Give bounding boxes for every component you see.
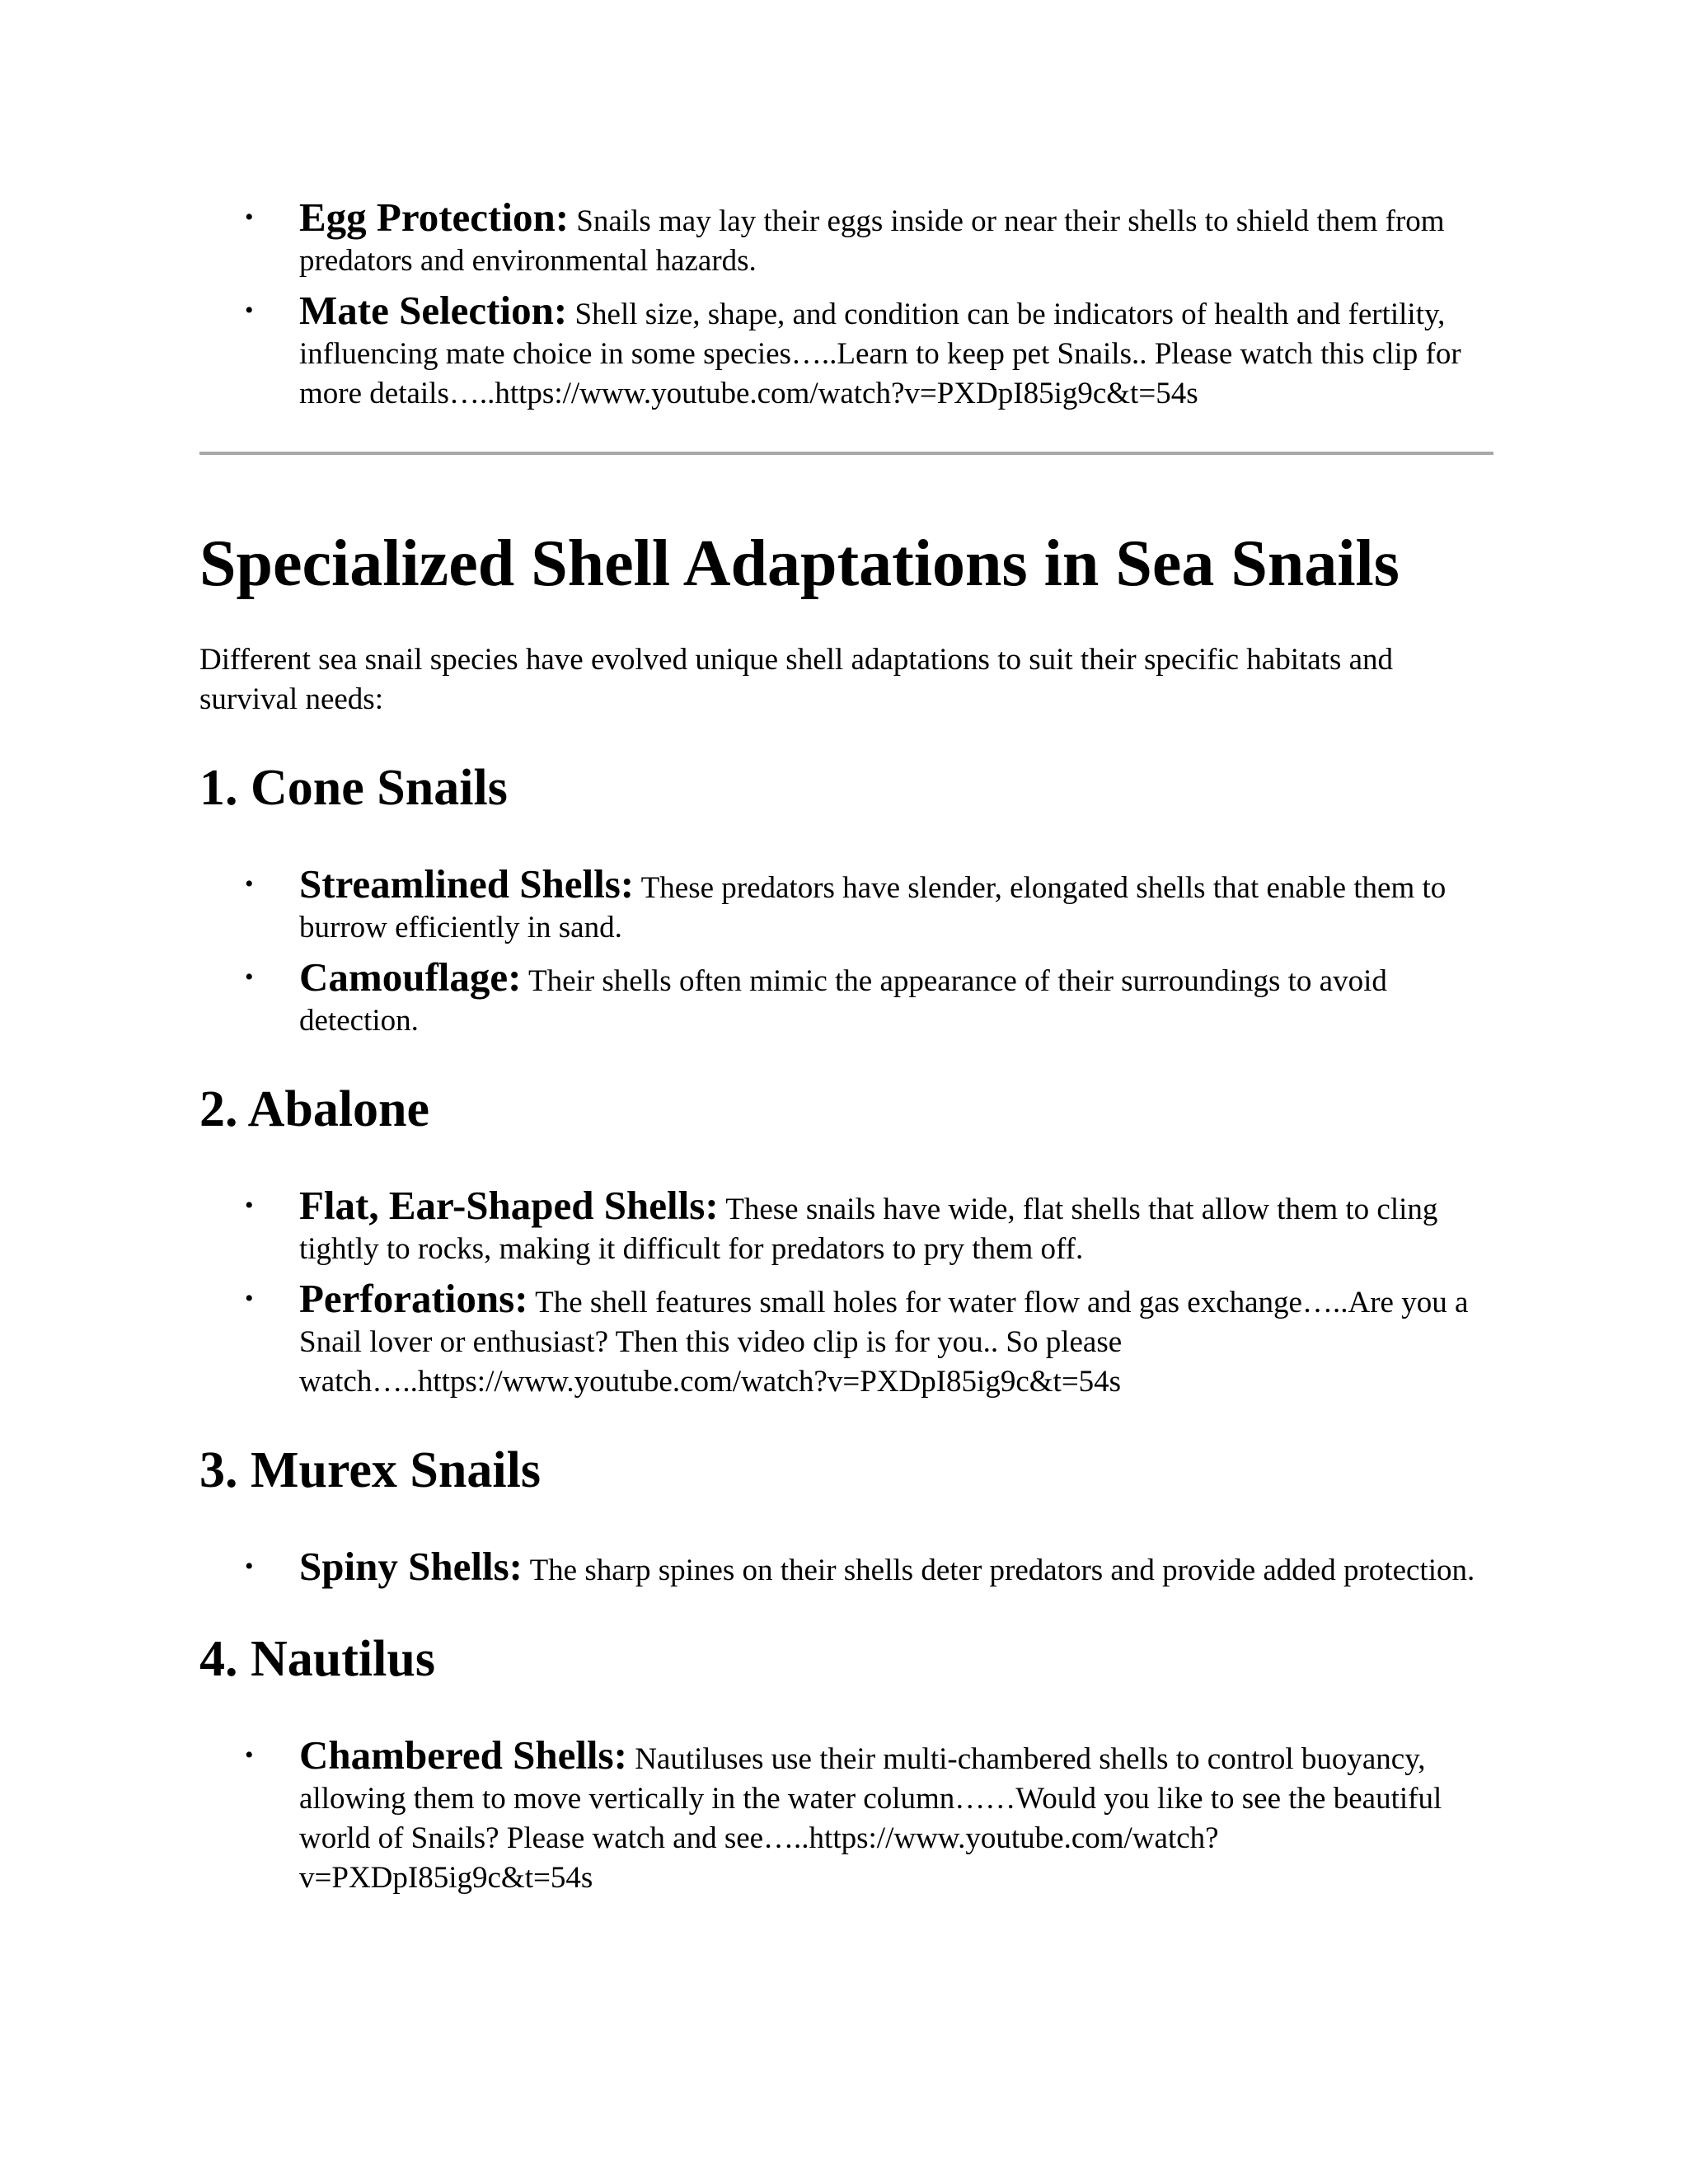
page-title: Specialized Shell Adaptations in Sea Snails xyxy=(199,527,1400,600)
section-abalone xyxy=(199,1079,1493,1402)
list-item xyxy=(199,954,1493,1041)
section-heading: 2. Abalone xyxy=(199,1081,430,1137)
item-term: Flat, Ear-Shaped Shells: xyxy=(299,1183,719,1228)
top-bullet-list xyxy=(199,194,1493,414)
list-item xyxy=(199,861,1493,948)
bullet-icon: • xyxy=(245,1285,254,1312)
item-term: Egg Protection: xyxy=(299,194,570,240)
bullet-icon: • xyxy=(245,297,254,324)
item-text: These predators have slender, elongated shells that enable them to burrow efficiently in sand. xyxy=(299,871,1447,944)
item-term: Streamlined Shells: xyxy=(299,861,635,907)
bullet-list xyxy=(199,1732,1493,1898)
bullet-list xyxy=(199,1183,1493,1402)
intro-paragraph: Different sea snail species have evolved unique shell adaptations to suit their specific habitats and survival needs: xyxy=(199,643,1394,716)
bullet-list xyxy=(199,861,1493,1041)
section-cone-snails xyxy=(199,757,1493,1041)
bullet-icon: • xyxy=(245,204,254,231)
document-page xyxy=(199,194,1493,1898)
item-text: Shell size, shape, and condition can be indicators of health and fertility, influencing mate choice in some species…..Learn to keep pet Snails.. Please watch this clip for more details…..https://www.youtube.com/watch?v=PXDpI85ig9c&t=54s xyxy=(299,298,1461,410)
item-text: Nautiluses use their multi-chambered shells to control buoyancy, allowing them to move vertically in the water column……Would you like to see the beautiful world of Snails? Please watch and see…..https://www.youtube.com/watch?v=PXDpI85ig9c&t=54s xyxy=(299,1742,1442,1895)
bullet-icon: • xyxy=(245,1741,254,1769)
bullet-icon: • xyxy=(245,1192,254,1219)
item-text: Snails may lay their eggs inside or near their shells to shield them from predators and environmental hazards. xyxy=(299,204,1445,278)
list-item xyxy=(199,288,1493,414)
item-term: Spiny Shells: xyxy=(299,1544,523,1589)
list-item xyxy=(199,1544,1493,1591)
bullet-icon: • xyxy=(245,1553,254,1580)
bullet-list xyxy=(199,1544,1493,1591)
bullet-icon: • xyxy=(245,963,254,991)
item-term: Camouflage: xyxy=(299,954,522,1000)
item-text: The sharp spines on their shells deter predators and provide added protection. xyxy=(522,1554,1475,1587)
bullet-icon: • xyxy=(245,870,254,898)
item-text: These snails have wide, flat shells that allow them to cling tightly to rocks, making it difficult for predators to pry them off. xyxy=(299,1193,1438,1266)
item-term: Chambered Shells: xyxy=(299,1732,627,1778)
section-murex-snails xyxy=(199,1440,1493,1591)
list-item xyxy=(199,194,1493,281)
item-term: Perforations: xyxy=(299,1276,528,1321)
item-text: Their shells often mimic the appearance of their surroundings to avoid detection. xyxy=(299,964,1387,1038)
section-heading: 4. Nautilus xyxy=(199,1631,435,1687)
section-nautilus xyxy=(199,1629,1493,1898)
list-item xyxy=(199,1732,1493,1898)
item-term: Mate Selection: xyxy=(299,288,568,333)
item-text: The shell features small holes for water flow and gas exchange…..Are you a Snail lover or enthusiast? Then this video clip is for you.. So please watch…..https://www.youtube.com/watch?v=PXDpI85ig9c&t=54s xyxy=(299,1286,1469,1399)
horizontal-divider xyxy=(199,452,1493,455)
section-heading: 3. Murex Snails xyxy=(199,1442,541,1498)
list-item xyxy=(199,1276,1493,1402)
section-heading: 1. Cone Snails xyxy=(199,760,508,816)
list-item xyxy=(199,1183,1493,1269)
